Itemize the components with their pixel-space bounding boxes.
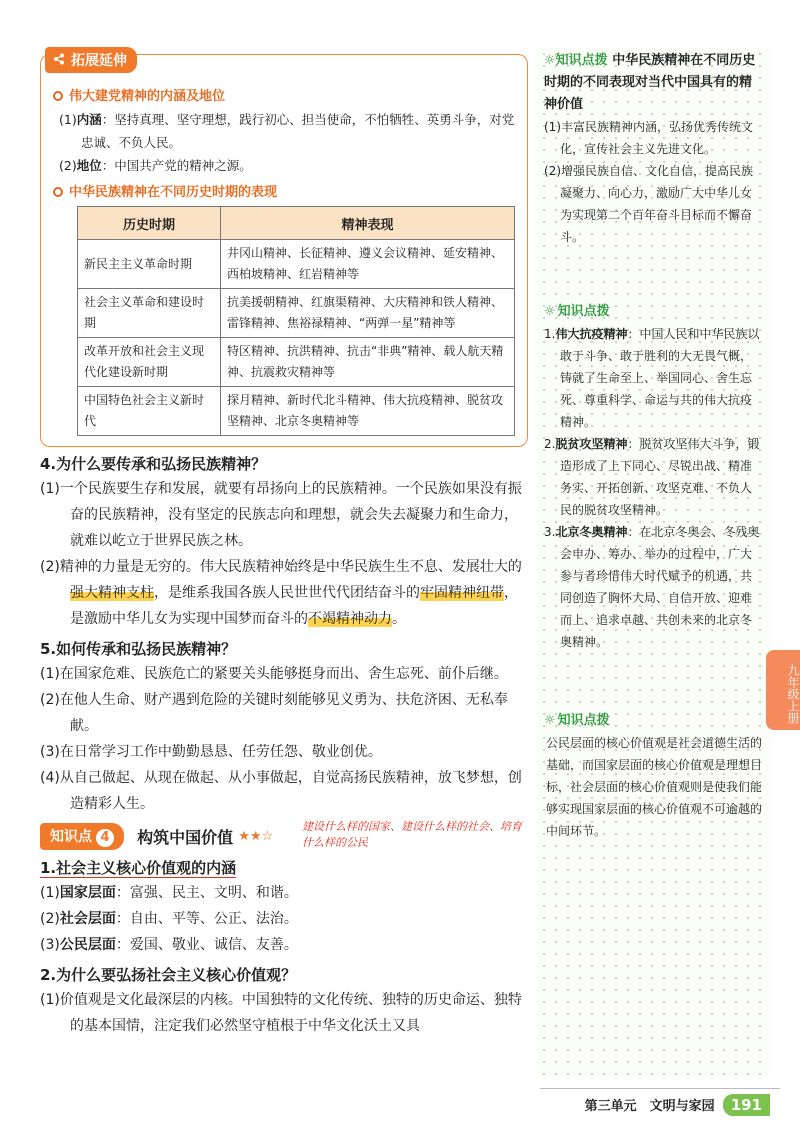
- circle-dot-icon: [53, 91, 63, 101]
- kp4-q2-para-1: [40, 987, 528, 1039]
- table-header-row: [78, 207, 515, 240]
- question-4-title: 4.为什么要传承和弘扬民族精神？: [40, 455, 267, 473]
- para-num: (2): [40, 692, 60, 708]
- level-term: 公民层面: [59, 937, 116, 953]
- extension-box: [40, 54, 528, 447]
- item-term: 内涵: [76, 112, 102, 127]
- level-item-1: (1)国家层面：富强、民主、文明、和谐。: [40, 885, 298, 901]
- table-row: [78, 289, 515, 338]
- table-cell: 特区精神、抗洪精神、抗击“非典”精神、载人航天精神、抗震救灾精神等: [221, 338, 515, 387]
- table-row: [78, 240, 515, 289]
- kp4-q1-title-text: 1.社会主义核心价值观的内涵: [40, 859, 237, 877]
- para-text: 自由、平等、公正、法治。: [129, 911, 298, 927]
- kp-tag-label: 知识点: [50, 829, 92, 845]
- circle-dot-icon: [53, 187, 63, 197]
- table-cell: 井冈山精神、长征精神、遵义会议精神、延安精神、西柏坡精神、红岩精神等: [221, 240, 515, 289]
- spirit-item-2: (2)地位：中国共产党的精神之源。: [59, 158, 252, 173]
- difficulty-stars: ★★☆: [238, 829, 274, 844]
- side-item: [538, 116, 770, 160]
- side-box-1: [538, 48, 770, 248]
- para-num: (3): [40, 937, 60, 953]
- table-cell: 抗美援朝精神、红旗渠精神、大庆精神和铁人精神、雷锋精神、焦裕禄精神、“两弹一星”精神等: [221, 289, 515, 338]
- item-text: 中国人民和中华民族以敢于斗争、敢于胜利的大无畏气概，铸就了生命至上、举国同心、舍生忘死、尊重科学、命运与共的伟大抗疫精神。: [560, 327, 760, 429]
- highlight-text: 牢固精神纽带: [420, 585, 504, 601]
- item-term: 北京冬奥精神: [555, 525, 628, 539]
- table-cell: 社会主义革命和建设时期: [78, 289, 221, 338]
- handwritten-note: 建设什么样的国家、建设什么样的社会、培育什么样的公民: [302, 820, 522, 849]
- para-text: 在他人生命、财产遇到危险的关键时刻能够见义勇为、扶危济困、无私奉献。: [59, 692, 508, 734]
- page-number: 191: [723, 1094, 770, 1116]
- table-row: [78, 387, 515, 436]
- para-text: 。: [392, 611, 406, 627]
- item-num: 1.: [544, 327, 556, 341]
- para-num: (1): [40, 481, 60, 497]
- para-num: (1): [40, 992, 60, 1008]
- knowledge-point-4-header: [40, 820, 528, 853]
- side-box-1-title-text: 中华民族精神在不同历史时期的不同表现对当代中国具有的精神价值: [544, 53, 756, 112]
- para-text: 在日常学习工作中勤勤恳恳、任劳任怨、敬业创优。: [59, 744, 382, 760]
- table-cell: 探月精神、新时代北斗精神、伟大抗疫精神、脱贫攻坚精神、北京冬奥精神等: [221, 387, 515, 436]
- item-text: 中国共产党的精神之源。: [114, 158, 252, 173]
- lightbulb-icon: ☼: [544, 53, 556, 68]
- para-text: 从自己做起、从现在做起、从小事做起，自觉高扬民族精神，放飞梦想，创造精彩人生。: [59, 770, 522, 812]
- kp-title: 构筑中国价值: [137, 828, 234, 847]
- highlight-text: 不竭精神动力: [308, 611, 392, 627]
- side-box-2: [538, 300, 770, 653]
- kp-number: 4: [96, 829, 114, 847]
- item-num: (2): [59, 158, 77, 173]
- item-num: 3.: [544, 525, 556, 539]
- periods-heading: [53, 181, 515, 200]
- tip-label: [538, 300, 770, 319]
- table-header: 历史时期: [78, 207, 221, 240]
- level-term: 社会层面: [59, 911, 116, 927]
- table-row: [78, 338, 515, 387]
- history-table: [77, 206, 515, 436]
- item-text: 增强民族自信、文化自信，提高民族凝聚力、向心力，激励广大中华儿女为实现第二个百年奋斗目标而不懈奋斗。: [560, 164, 754, 244]
- para-num: (2): [40, 559, 60, 575]
- item-text: 丰富民族精神内涵，弘扬优秀传统文化，宣传社会主义先进文化。: [560, 120, 754, 156]
- item-term: 脱贫攻坚精神: [555, 437, 628, 451]
- para-text: 价值观是文化最深层的内核。中国独特的文化传统、独特的历史命运、独特的基本国情，注定我们必然坚守植根于中华文化沃土又具: [59, 992, 522, 1034]
- spirit-heading: [53, 85, 515, 104]
- item-text: 坚持真理、坚守理想，践行初心、担当使命，不怕牺牲、英勇斗争，对党忠诚、不负人民。: [81, 112, 515, 150]
- para-text: 富强、民主、文明、和谐。: [129, 885, 298, 901]
- share-icon: [53, 53, 67, 69]
- extension-tag-label: 拓展延伸: [71, 53, 127, 69]
- table-cell: 新民主主义革命时期: [78, 240, 221, 289]
- tip-label-text: 知识点拨: [557, 713, 610, 728]
- para-text: ，是维系我国各族人民世世代代团结奋斗的: [154, 585, 420, 601]
- side-item: 3.北京冬奥精神：在北京冬奥会、冬残奥会申办、筹办、举办的过程中，广大参与者珍惜伟大时代赋予的机遇，共同创造了胸怀大局、自信开放、迎难而上、追求卓越、共创未来的北京冬奥精神。: [544, 525, 760, 649]
- item-num: 2.: [544, 437, 556, 451]
- para-num: (4): [40, 770, 60, 786]
- tip-label: [544, 53, 608, 68]
- level-item-3: (3)公民层面：爱国、敬业、诚信、友善。: [40, 937, 298, 953]
- item-num: (2): [544, 164, 561, 178]
- item-text: 脱贫攻坚伟大斗争，锻造形成了上下同心、尽锐出战、精准务实、开拓创新、攻坚克难、不负人民的脱贫攻坚精神。: [560, 437, 760, 517]
- side-box-3-text: 公民层面的核心价值观是社会道德生活的基础，而国家层面的核心价值观是理想目标，社会层面的核心价值观则是使我们能够实现国家层面的核心价值观不可逾越的中间环节。: [546, 736, 763, 838]
- highlight-text: 强大精神支柱: [70, 585, 154, 601]
- para-text: 爱国、敬业、诚信、友善。: [129, 937, 298, 953]
- page-footer: [585, 1094, 770, 1116]
- side-column: [538, 48, 770, 1078]
- para-num: (1): [40, 666, 60, 682]
- lightbulb-icon: ☼: [544, 304, 556, 319]
- q5-item-2: [40, 687, 528, 739]
- item-text: 在北京冬奥会、冬残奥会申办、筹办、举办的过程中，广大参与者珍惜伟大时代赋予的机遇，共同创造了胸怀大局、自信开放、迎难而上、追求卓越、共创未来的北京冬奥精神。: [560, 525, 760, 649]
- footer-rule: [540, 1088, 780, 1089]
- tip-label: [538, 709, 770, 728]
- table-cell: 改革开放和社会主义现代化建设新时期: [78, 338, 221, 387]
- table-header: 精神表现: [221, 207, 515, 240]
- unit-title: 第三单元 文明与家园: [584, 1099, 715, 1114]
- q5-item-1: [40, 661, 528, 687]
- q4-para-2: [40, 554, 528, 632]
- spirit-item-1: (1)内涵：坚持真理、坚守理想，践行初心、担当使命，不怕牺牲、英勇斗争，对党忠诚、不负人民。: [59, 112, 515, 150]
- extension-tag: [45, 47, 137, 73]
- para-text: 精神的力量是无穷的。伟大民族精神始终是中华民族生生不息、发展壮大的: [59, 559, 522, 575]
- item-num: (1): [544, 120, 561, 134]
- side-item: [538, 160, 770, 248]
- item-num: (1): [59, 112, 77, 127]
- para-text: ，是激励中华儿女为实现中国梦而奋斗的: [70, 585, 518, 627]
- main-column: [40, 48, 528, 1039]
- grade-side-tab: 九年级上册: [766, 650, 800, 730]
- para-text: 一个民族要生存和发展，就要有昂扬向上的民族精神。一个民族如果没有振奋的民族精神，没有坚定的民族志向和理想，就会失去凝聚力和生命力，就难以屹立于世界民族之林。: [59, 481, 522, 549]
- para-text: 在国家危难、民族危亡的紧要关头能够挺身而出、舍生忘死、前仆后继。: [59, 666, 508, 682]
- side-item: 1.伟大抗疫精神：中国人民和中华民族以敢于斗争、敢于胜利的大无畏气概，铸就了生命至上、举国同心、舍生忘死、尊重科学、命运与共的伟大抗疫精神。: [544, 327, 760, 429]
- side-box-1-title: [538, 50, 770, 116]
- q5-item-4: [40, 765, 528, 817]
- side-box-3: [538, 709, 770, 842]
- item-term: 伟大抗疫精神: [555, 327, 628, 341]
- periods-heading-text: 中华民族精神在不同历史时期的表现: [69, 185, 278, 200]
- lightbulb-icon: ☼: [544, 713, 556, 728]
- tip-label-text: 知识点拨: [557, 304, 610, 319]
- table-cell: 中国特色社会主义新时代: [78, 387, 221, 436]
- q5-item-3: [40, 739, 528, 765]
- knowledge-point-tag: [40, 823, 124, 850]
- kp4-q2-title: 2.为什么要弘扬社会主义核心价值观？: [40, 966, 297, 984]
- para-num: (1): [40, 885, 60, 901]
- q4-para-1: [40, 476, 528, 554]
- para-num: (2): [40, 911, 60, 927]
- para-num: (3): [40, 744, 60, 760]
- side-item: 2.脱贫攻坚精神：脱贫攻坚伟大斗争，锻造形成了上下同心、尽锐出战、精准务实、开拓创新、攻坚克难、不负人民的脱贫攻坚精神。: [544, 437, 760, 517]
- level-term: 国家层面: [59, 885, 116, 901]
- item-term: 地位: [76, 158, 102, 173]
- spirit-heading-text: 伟大建党精神的内涵及地位: [69, 89, 226, 104]
- question-5-title: 5.如何传承和弘扬民族精神？: [40, 640, 237, 658]
- tip-label-text: 知识点拨: [555, 53, 608, 68]
- kp4-q1-title: [40, 857, 528, 878]
- level-item-2: (2)社会层面：自由、平等、公正、法治。: [40, 911, 298, 927]
